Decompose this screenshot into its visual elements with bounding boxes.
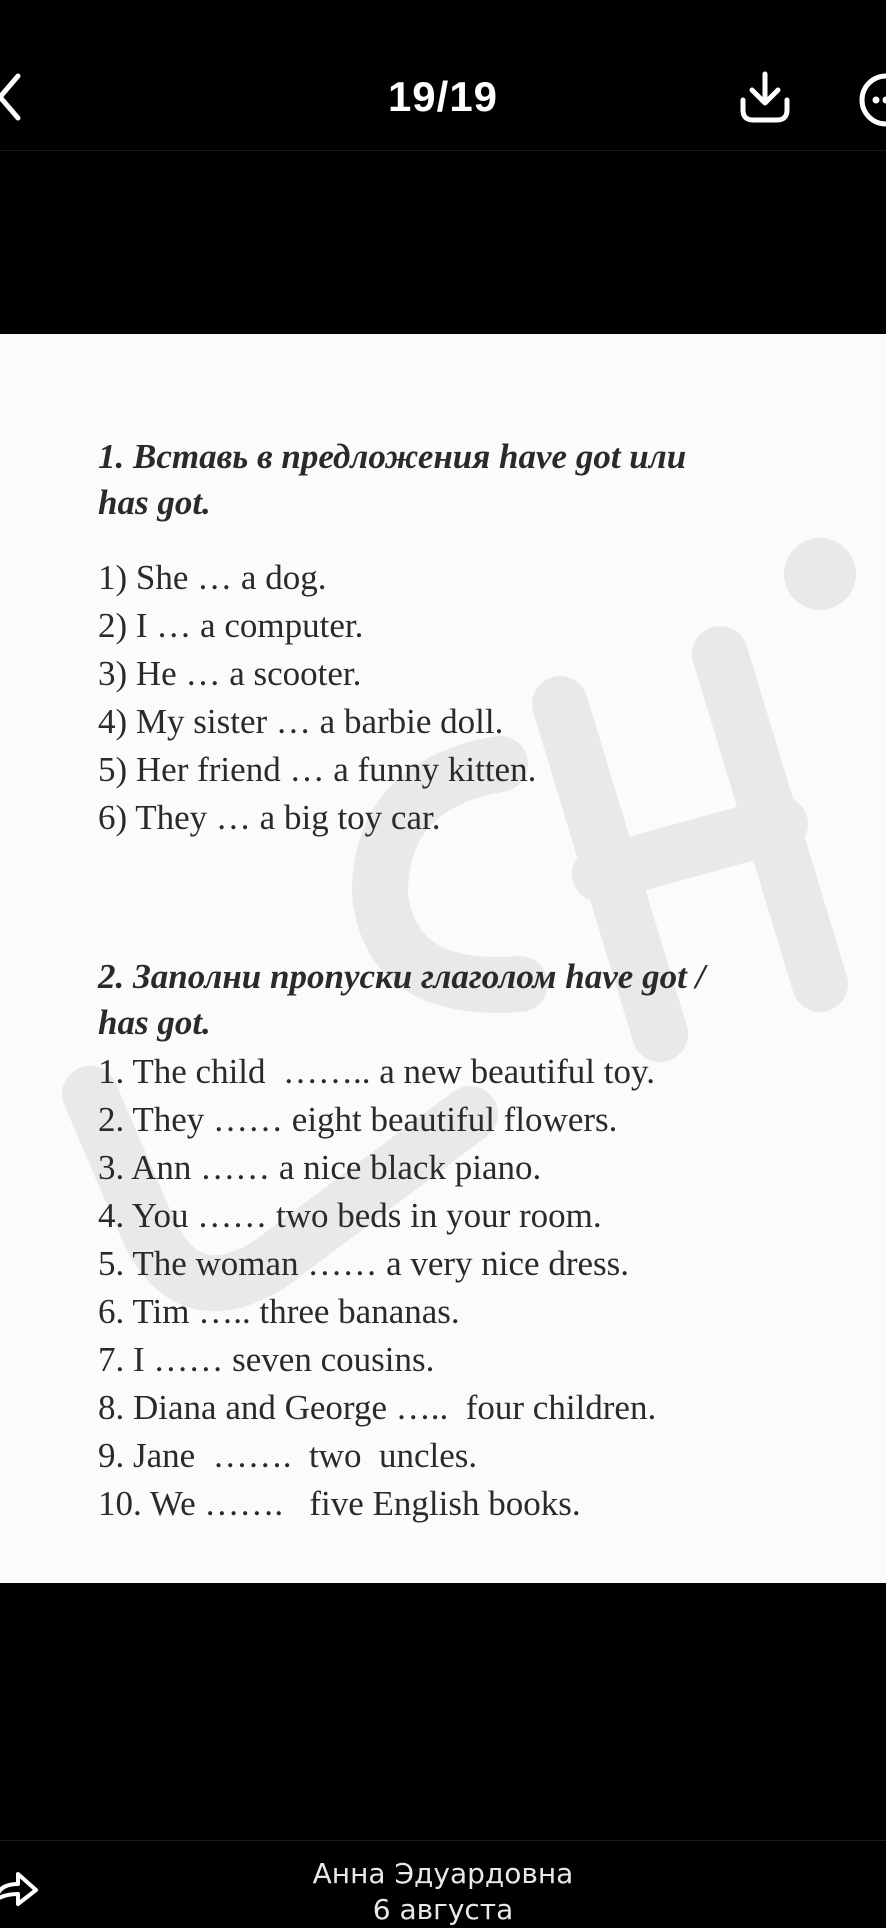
list-item: 3. Ann …… a nice black piano. <box>98 1144 858 1192</box>
list-item: 1. The child …….. a new beautiful toy. <box>98 1048 858 1096</box>
list-item: 2) I … a computer. <box>98 602 858 650</box>
list-item: 9. Jane ……. two uncles. <box>98 1432 858 1480</box>
task1-title: 1. Вставь в предложения have got или has got. <box>98 434 858 526</box>
list-item: 1) She … a dog. <box>98 554 858 602</box>
worksheet-photo[interactable] <box>0 334 886 1583</box>
list-item: 7. I …… seven cousins. <box>98 1336 858 1384</box>
list-item: 6. Tim ….. three bananas. <box>98 1288 858 1336</box>
download-icon[interactable] <box>738 70 792 126</box>
list-item: 5) Her friend … a funny kitten. <box>98 746 858 794</box>
list-item: 8. Diana and George ….. four children. <box>98 1384 858 1432</box>
list-item: 6) They … a big toy car. <box>98 794 858 842</box>
task1-list <box>98 554 858 842</box>
image-counter: 19/19 <box>0 70 886 124</box>
top-bar <box>0 0 886 150</box>
bottom-divider <box>0 1840 886 1841</box>
list-item: 3) He … a scooter. <box>98 650 858 698</box>
top-divider <box>0 150 886 151</box>
worksheet <box>98 434 858 1528</box>
list-item: 5. The woman …… a very nice dress. <box>98 1240 858 1288</box>
list-item: 2. They …… eight beautiful flowers. <box>98 1096 858 1144</box>
task2-list <box>98 1048 858 1528</box>
post-date: 6 августа <box>0 1892 886 1928</box>
list-item: 4) My sister … a barbie doll. <box>98 698 858 746</box>
more-icon[interactable] <box>858 72 886 128</box>
author-name[interactable]: Анна Эдуардовна <box>0 1856 886 1892</box>
list-item: 4. You …… two beds in your room. <box>98 1192 858 1240</box>
list-item: 10. We ……. five English books. <box>98 1480 858 1528</box>
task2-title: 2. Заполни пропуски глаголом have got / has got. <box>98 954 858 1046</box>
